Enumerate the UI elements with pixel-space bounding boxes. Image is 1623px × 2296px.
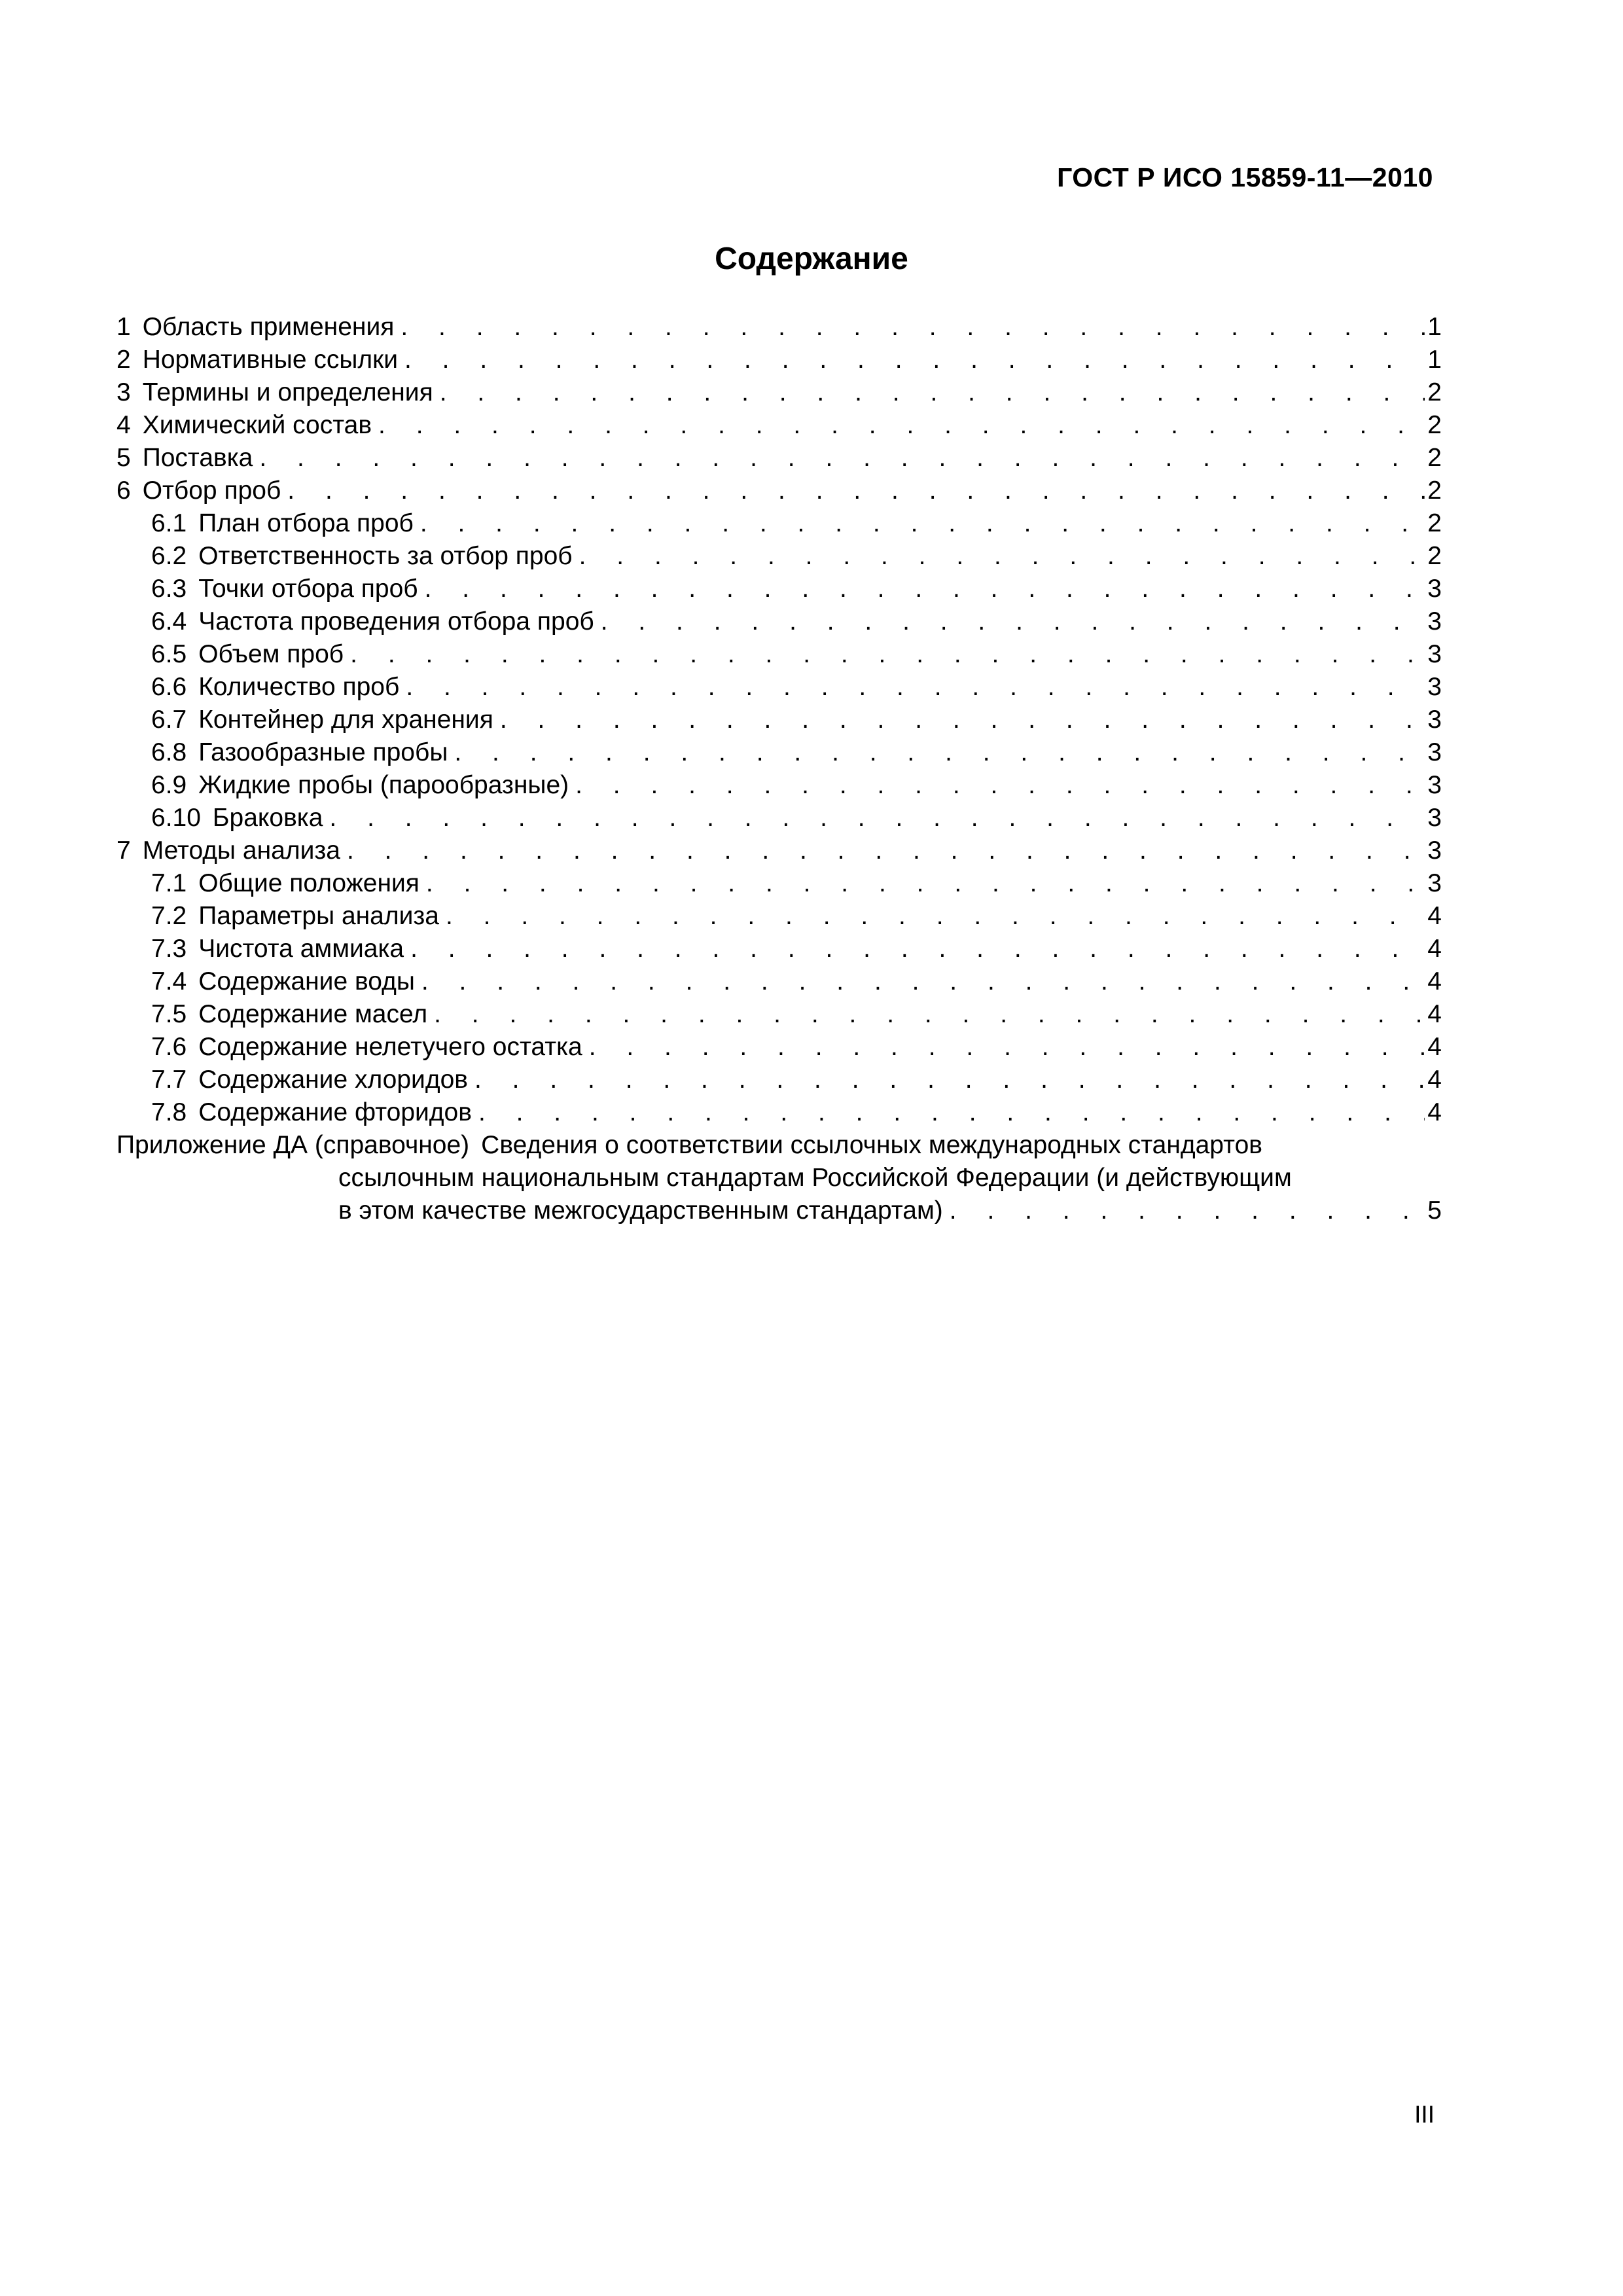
dot-leader [404,344,1425,376]
toc-entry-number: 7.6 [151,1033,187,1061]
toc-entry-label: Химический состав [142,411,372,439]
toc-entry-label: Методы анализа [142,836,340,865]
toc-entry[interactable] [116,736,1442,769]
toc-entry-label: Чистота аммиака [198,935,404,963]
dot-leader [601,605,1425,638]
toc-entry-page: 3 [1427,804,1442,832]
dot-leader [454,736,1425,769]
toc-entry-number: 6.4 [151,607,187,636]
toc-entry[interactable] [116,834,1442,867]
toc-entry-number: 6.6 [151,673,187,701]
toc-entry[interactable] [116,671,1442,704]
toc-entry-number: 6.7 [151,706,187,734]
toc-entry-number: 7 [116,836,131,865]
appendix-title-line-2: ссылочным национальным стандартам Российской Федерации (и действующим [338,1164,1292,1192]
toc-entry[interactable] [116,475,1442,507]
toc-entry[interactable] [116,605,1442,638]
toc-entry[interactable] [116,442,1442,475]
toc-entry-label: Содержание масел [198,1000,428,1028]
toc-entry-label: План отбора проб [198,509,414,537]
toc-entry-number: 6.5 [151,640,187,668]
toc-entry-label: Контейнер для хранения [198,706,493,734]
dot-leader [950,1194,1425,1227]
dot-leader [406,671,1425,704]
dot-leader [434,998,1425,1031]
toc-entry-label: Общие положения [198,869,419,897]
appendix-line-3 [116,1194,1442,1227]
toc-entry-page: 1 [1427,346,1442,374]
toc-entry-number: 3 [116,378,131,406]
toc-entry[interactable] [116,900,1442,933]
dot-leader [500,704,1425,736]
toc-entry-page: 4 [1427,1066,1442,1094]
toc-entry-number: 7.4 [151,967,187,996]
dot-leader [579,540,1425,573]
toc-entry-label: Жидкие пробы (парообразные) [198,771,569,799]
dot-leader [446,900,1425,933]
toc-entry-label: Параметры анализа [198,902,439,930]
toc-entry-label: Отбор проб [142,476,281,505]
toc-entry-label: Точки отбора проб [198,575,418,603]
toc-entry-page: 2 [1427,542,1442,570]
toc-entry-label: Газообразные пробы [198,738,448,766]
toc-entry-number: 7.3 [151,935,187,963]
toc-entry[interactable] [116,638,1442,671]
toc-entry-page: 3 [1427,738,1442,766]
toc-entry-page: 3 [1427,869,1442,897]
toc-entry-label: Область применения [142,313,395,341]
toc-entry-page: 2 [1427,378,1442,406]
toc-entry-label: Поставка [142,444,253,472]
toc-entry-number: 7.1 [151,869,187,897]
dot-leader [575,769,1425,802]
dot-leader [259,442,1425,475]
dot-leader [440,376,1425,409]
toc-entry-page: 2 [1427,444,1442,472]
toc-entry-number: 6.10 [151,804,201,832]
toc-entry[interactable] [116,704,1442,736]
toc-entry-page: 2 [1427,476,1442,505]
appendix-page-number: 5 [1427,1196,1442,1225]
toc-entry-label: Браковка [212,804,323,832]
toc-entry-number: 4 [116,411,131,439]
toc-entry[interactable] [116,507,1442,540]
toc-entry-label: Объем проб [198,640,344,668]
toc-entry-label: Содержание хлоридов [198,1066,469,1094]
toc-entry[interactable] [116,998,1442,1031]
toc-entry-page: 3 [1427,607,1442,636]
toc-entry[interactable] [116,965,1442,998]
page-number: III [1414,2101,1435,2128]
toc-entry-number: 7.2 [151,902,187,930]
dot-leader [589,1031,1425,1064]
dot-leader [478,1096,1425,1129]
toc-entry-number: 5 [116,444,131,472]
toc-entry[interactable] [116,933,1442,965]
document-code: ГОСТ Р ИСО 15859-11—2010 [1057,162,1433,192]
dot-leader [421,965,1425,998]
toc-entry[interactable] [116,1031,1442,1064]
toc-entry[interactable] [116,1064,1442,1096]
toc-entry-page: 4 [1427,1000,1442,1028]
toc-entry-page: 4 [1427,935,1442,963]
dot-leader [329,802,1425,834]
toc-entry-number: 6.3 [151,575,187,603]
toc-entry-number: 7.7 [151,1066,187,1094]
dot-leader [350,638,1425,671]
appendix-label: Приложение ДА (справочное) [116,1131,470,1159]
dot-leader [401,311,1425,344]
appendix-line-2 [116,1162,1442,1194]
appendix-title-line-1: Сведения о соответствии ссылочных международных стандартов [481,1131,1262,1159]
toc-entry-number: 6.9 [151,771,187,799]
toc-entry-number: 7.8 [151,1098,187,1126]
toc-entry[interactable] [116,344,1442,376]
toc-entry-page: 4 [1427,902,1442,930]
toc-entry[interactable] [116,376,1442,409]
toc-entry-number: 1 [116,313,131,341]
toc-entry-number: 2 [116,346,131,374]
toc-entry-page: 2 [1427,509,1442,537]
toc-entry-page: 1 [1427,313,1442,341]
toc-entry[interactable] [116,311,1442,344]
toc-entry-page: 2 [1427,411,1442,439]
appendix-line-1 [116,1129,1442,1162]
toc-entry-label: Содержание нелетучего остатка [198,1033,582,1061]
toc-entries [116,311,1442,1129]
toc-entry-label: Количество проб [198,673,400,701]
toc-entry[interactable] [116,802,1442,834]
toc-entry[interactable] [116,540,1442,573]
toc-entry-label: Частота проведения отбора проб [198,607,594,636]
dot-leader [287,475,1425,507]
table-of-contents [116,311,1442,1227]
dot-leader [347,834,1425,867]
toc-entry-number: 6.1 [151,509,187,537]
toc-entry-number: 6.2 [151,542,187,570]
toc-entry[interactable] [116,769,1442,802]
toc-entry-page: 4 [1427,1098,1442,1126]
toc-entry-page: 3 [1427,640,1442,668]
toc-entry-number: 6.8 [151,738,187,766]
toc-entry-page: 3 [1427,575,1442,603]
toc-entry-label: Содержание фторидов [198,1098,472,1126]
dot-leader [474,1064,1425,1096]
dot-leader [378,409,1425,442]
toc-entry[interactable] [116,409,1442,442]
toc-entry[interactable] [116,867,1442,900]
toc-entry-label: Ответственность за отбор проб [198,542,573,570]
toc-entry-page: 3 [1427,673,1442,701]
toc-entry-number: 7.5 [151,1000,187,1028]
toc-entry-appendix[interactable] [116,1129,1442,1227]
toc-entry[interactable] [116,573,1442,605]
toc-entry-label: Термины и определения [142,378,433,406]
toc-entry-page: 4 [1427,967,1442,996]
dot-leader [425,573,1425,605]
toc-entry-number: 6 [116,476,131,505]
toc-entry-page: 3 [1427,706,1442,734]
toc-entry-page: 3 [1427,771,1442,799]
appendix-title-line-3: в этом качестве межгосударственным стандартам) [338,1196,943,1225]
page-title: Содержание [715,242,908,276]
toc-entry-label: Содержание воды [198,967,415,996]
dot-leader [410,933,1425,965]
toc-entry-label: Нормативные ссылки [142,346,398,374]
toc-entry[interactable] [116,1096,1442,1129]
toc-entry-page: 3 [1427,836,1442,865]
toc-entry-page: 4 [1427,1033,1442,1061]
dot-leader [420,507,1425,540]
dot-leader [426,867,1425,900]
